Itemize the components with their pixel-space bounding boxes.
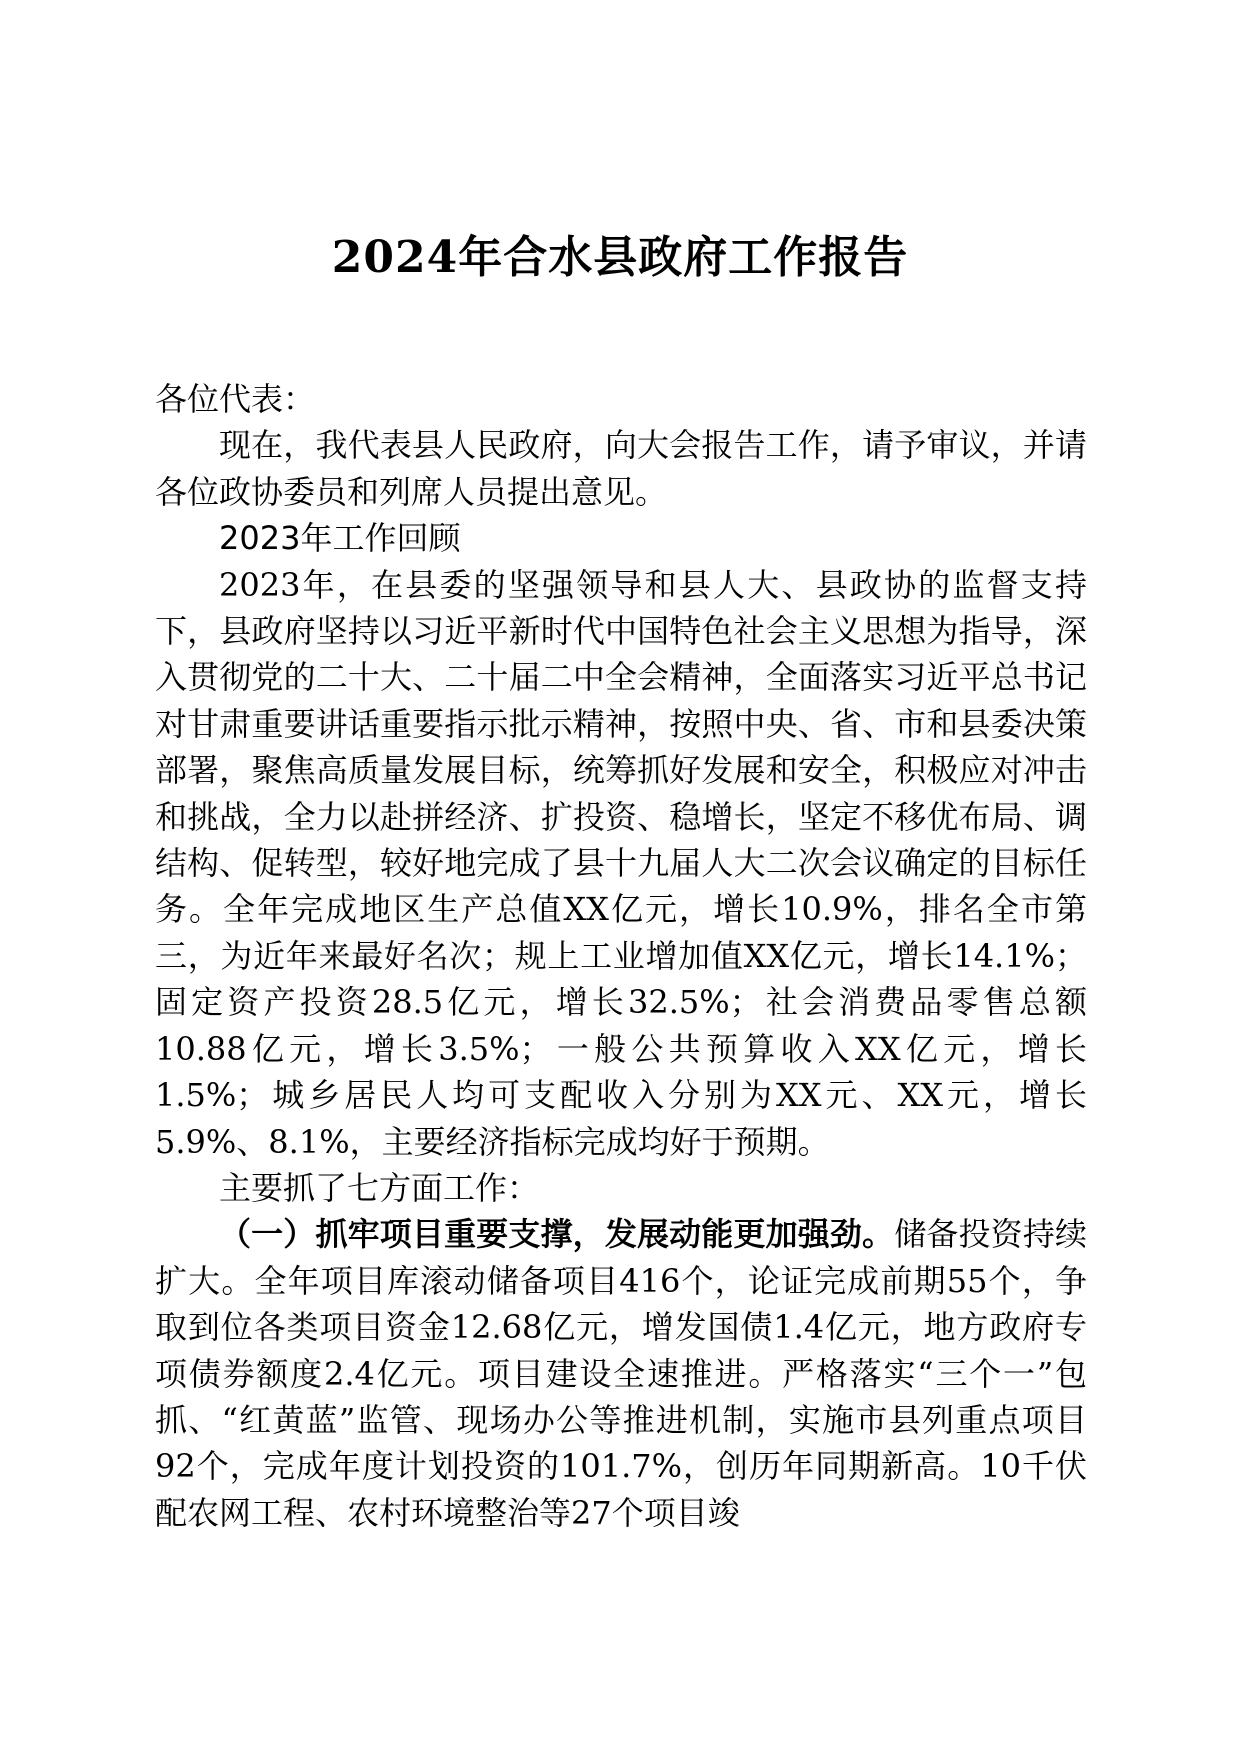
- item-1-paragraph: [155, 1211, 1087, 1536]
- review-paragraph: 2023年，在县委的坚强领导和县人大、县政协的监督支持下，县政府坚持以习近平新时代中国特色社会主义思想为指导，深入贯彻党的二十大、二十届二中全会精神，全面落实习近平总书记对甘肃重要讲话重要指示批示精神，按照中央、省、市和县委决策部署，聚焦高质量发展目标，统筹抓好发展和安全，积极应对冲击和挑战，全力以赴拼经济、扩投资、稳增长，坚定不移优布局、调结构、促转型，较好地完成了县十九届人大二次会议确定的目标任务。全年完成地区生产总值XX亿元，增长10.9%，排名全市第三，为近年来最好名次；规上工业增加值XX亿元，增长14.1%；固定资产投资28.5亿元，增长32.5%；社会消费品零售总额10.88亿元，增长3.5%；一般公共预算收入XX亿元，增长1.5%；城乡居民人均可支配收入分别为XX元、XX元，增长5.9%、8.1%，主要经济指标完成均好于预期。: [155, 565, 1087, 1161]
- section-heading: 2023年工作回顾: [219, 519, 461, 558]
- item-1-lead: （一）抓牢项目重要支撑，发展动能更加强劲。: [219, 1215, 895, 1254]
- document-title: 2024年合水县政府工作报告: [331, 232, 909, 283]
- document-body: [155, 376, 1087, 1536]
- opening-paragraph: 现在，我代表县人民政府，向大会报告工作，请予审议，并请各位政协委员和列席人员提出意见。: [155, 426, 1087, 511]
- item-1-text: 储备投资持续扩大。全年项目库滚动储备项目416个，论证完成前期55个，争取到位各类项目资金12.68亿元，增发国债1.4亿元，地方政府专项债券额度2.4亿元。项目建设全速推进。严格落实“三个一”包抓、“红黄蓝”监管、现场办公等推进机制，实施市县列重点项目92个，完成年度计划投资的101.7%，创历年同期新高。10千伏配农网工程、农村环境整治等27个项目竣: [155, 1215, 1087, 1532]
- work-intro: 主要抓了七方面工作：: [219, 1168, 540, 1207]
- salutation: 各位代表：: [155, 380, 316, 418]
